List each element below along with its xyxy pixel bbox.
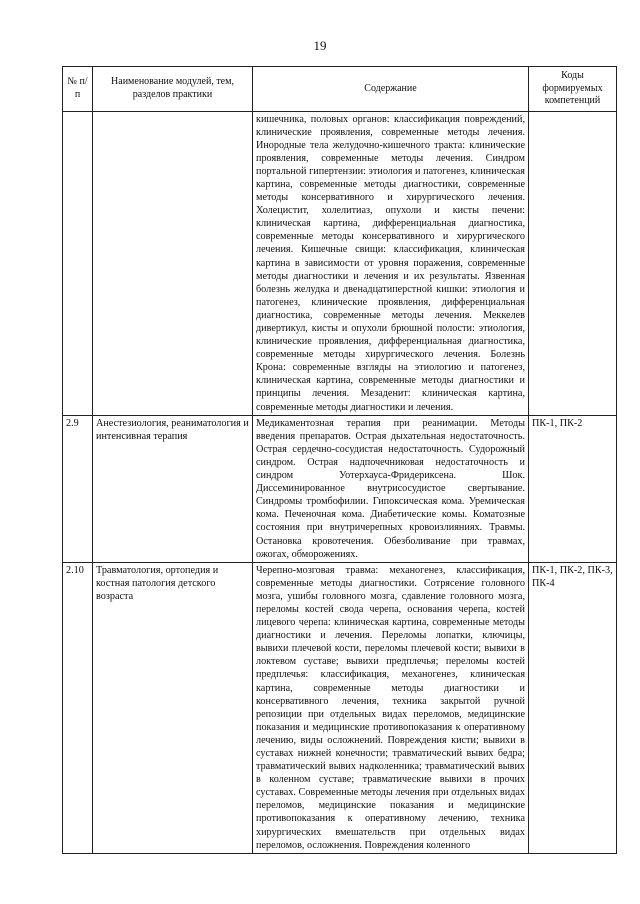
curriculum-table xyxy=(62,66,617,854)
header-content: Содержание xyxy=(253,67,529,112)
row-name xyxy=(93,111,253,415)
row-codes xyxy=(529,111,617,415)
table-row xyxy=(63,111,617,415)
table-header-row xyxy=(63,67,617,112)
row-num: 2.10 xyxy=(63,562,93,853)
row-num xyxy=(63,111,93,415)
header-name: Наименование модулей, тем, разделов практики xyxy=(93,67,253,112)
row-name: Анестезиология, реаниматология и интенсивная терапия xyxy=(93,415,253,562)
header-codes: Коды формируемых компетенций xyxy=(529,67,617,112)
page-number: 19 xyxy=(313,38,327,53)
table-row xyxy=(63,562,617,853)
table-row xyxy=(63,415,617,562)
row-name: Травматология, ортопедия и костная патология детского возраста xyxy=(93,562,253,853)
row-codes: ПК-1, ПК-2, ПК-3, ПК-4 xyxy=(529,562,617,853)
row-content: кишечника, половых органов: классификация повреждений, клинические проявления, современные методы лечения. Инородные тела желудочно-кишечного тракта: клинические проявления, современные методы лечения. Синдром портальной гипертензии: этиология и патогенез, клиническая картина, современные методы диагностики, современные методы консервативного и хирургического лечения. Холецистит, холелитиаз, опухоли и кисты печени: клиническая картина, дифференциальная диагностика, современные методы консервативного и хирургического лечения. Кишечные свищи: классификация, клиническая картина в зависимости от уровня поражения, современные методы диагностики и лечения и их результаты. Язвенная болезнь желудка и двенадцатиперстной кишки: этиология и патогенез, клинические проявления, дифференциальная диагностика, современные методы лечения. Меккелев дивертикул, кисты и опухоли брюшной полости: этиология, клинические проявления, дифференциальная диагностика, современные методы хирургического лечения. Болезнь Крона: современные взгляды на этиологию и патогенез, клиническая картина, современные методы диагностики и принципы лечения. Мезаденит: клиническая картина, современные методы диагностики и лечения. xyxy=(253,111,529,415)
row-content: Медикаментозная терапия при реанимации. Методы введения препаратов. Острая дыхательная недостаточность. Острая сердечно-сосудистая недостаточность. Судорожный синдром. Острая надпочечниковая недостаточность и синдром Уотерхауса-Фридериксена. Шок. Диссеминированное внутрисосудистое свертывание. Синдромы тромбофилии. Гипоксическая кома. Уремическая кома. Печеночная кома. Диабетические комы. Коматозные состояния при внутричерепных кровоизлияниях. Травмы. Остановка кровотечения. Обезболивание при травмах, ожогах, обморожениях. xyxy=(253,415,529,562)
row-codes: ПК-1, ПК-2 xyxy=(529,415,617,562)
row-content: Черепно-мозговая травма: механогенез, классификация, современные методы диагностики. Сотрясение головного мозга, ушибы головного мозга, сдавление головного мозга, переломы костей свода черепа, основания черепа, костей лицевого черепа: клиническая картина, современные методы диагностики и лечения. Переломы лопатки, ключицы, вывихи плечевой кости, переломы плечевой кости; вывихи в локтевом суставе; вывихи предплечья; переломы костей предплечья: классификация, механогенез, клиническая картина, современные методы диагностики и консервативного лечения, техника закрытой ручной репозиции при отдельных видах переломов, медицинские показания и медицинские противопоказания к оперативному лечению, виды осложнений. Повреждения кисти; вывихи в суставах нижней конечности; травматический вывих бедра; травматический вывих надколенника; травматический вывих в коленном суставе; травматические вывихи в прочих суставах. Современные методы лечения при отдельных видах переломов, медицинские показания и медицинские противопоказания к оперативному лечению, техника хирургических вмешательств при отдельных видах переломов, осложнения. Повреждения коленного xyxy=(253,562,529,853)
row-num: 2.9 xyxy=(63,415,93,562)
header-num: № п/п xyxy=(63,67,93,112)
